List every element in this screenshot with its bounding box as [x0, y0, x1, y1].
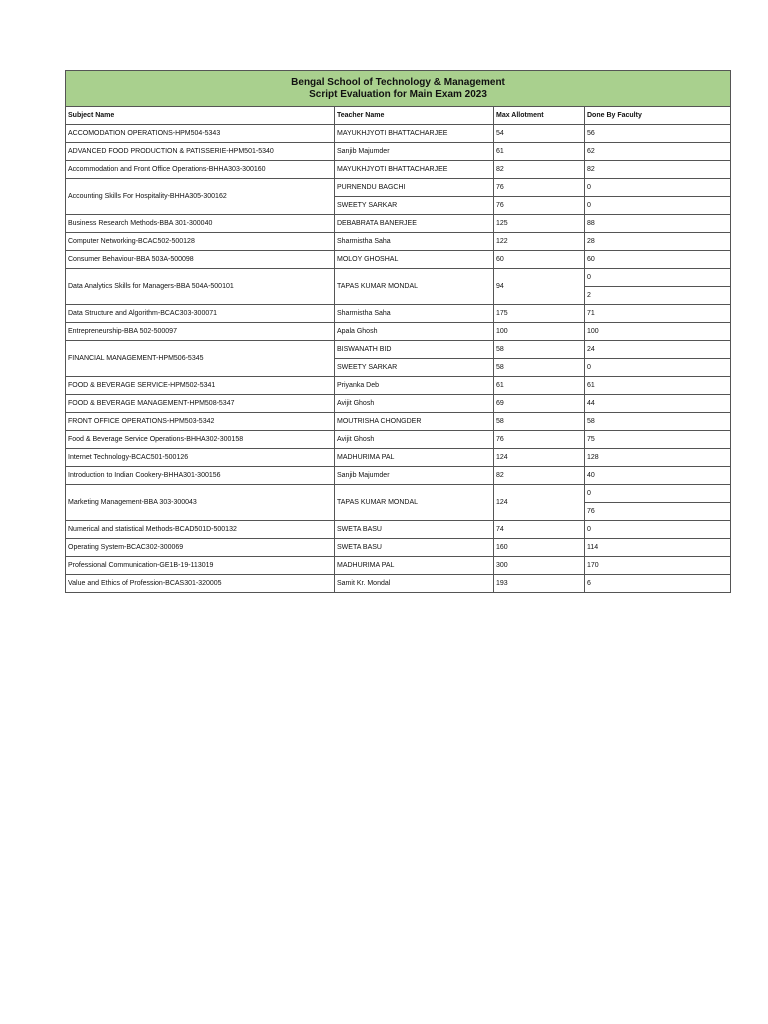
table-row	[66, 467, 731, 485]
done-by-faculty-cell: 2	[585, 287, 731, 305]
sheet-title	[66, 71, 731, 107]
table-row	[66, 269, 731, 287]
table-row	[66, 179, 731, 197]
teacher-cell: MAYUKHJYOTI BHATTACHARJEE	[335, 161, 494, 179]
max-allotment-cell: 76	[494, 431, 585, 449]
subject-cell: Accommodation and Front Office Operations-BHHA303-300160	[66, 161, 335, 179]
done-by-faculty-cell: 62	[585, 143, 731, 161]
subject-cell: Food & Beverage Service Operations-BHHA302-300158	[66, 431, 335, 449]
done-by-faculty-cell: 0	[585, 521, 731, 539]
table-row	[66, 485, 731, 503]
table-body	[66, 125, 731, 593]
header-subject-name: Subject Name	[66, 107, 335, 125]
done-by-faculty-cell: 0	[585, 197, 731, 215]
max-allotment-cell: 69	[494, 395, 585, 413]
subject-cell: Value and Ethics of Profession-BCAS301-320005	[66, 575, 335, 593]
header-teacher-name: Teacher Name	[335, 107, 494, 125]
title-row	[66, 71, 731, 107]
subject-cell: Operating System-BCAC302-300069	[66, 539, 335, 557]
table-row	[66, 575, 731, 593]
done-by-faculty-cell: 82	[585, 161, 731, 179]
table-row	[66, 431, 731, 449]
teacher-cell: Avijit Ghosh	[335, 431, 494, 449]
max-allotment-cell: 74	[494, 521, 585, 539]
subject-cell: ADVANCED FOOD PRODUCTION & PATISSERIE-HPM501-5340	[66, 143, 335, 161]
teacher-cell: Sanjib Majumder	[335, 467, 494, 485]
max-allotment-cell: 160	[494, 539, 585, 557]
teacher-cell: PURNENDU BAGCHI	[335, 179, 494, 197]
subject-cell: Numerical and statistical Methods-BCAD501D-500132	[66, 521, 335, 539]
teacher-cell: SWETA BASU	[335, 539, 494, 557]
teacher-cell: MADHURIMA PAL	[335, 557, 494, 575]
table-row	[66, 413, 731, 431]
max-allotment-cell: 300	[494, 557, 585, 575]
done-by-faculty-cell: 0	[585, 485, 731, 503]
subject-cell: Accounting Skills For Hospitality-BHHA305-300162	[66, 179, 335, 215]
subject-cell: Computer Networking-BCAC502-500128	[66, 233, 335, 251]
done-by-faculty-cell: 170	[585, 557, 731, 575]
subject-cell: FINANCIAL MANAGEMENT-HPM506-5345	[66, 341, 335, 377]
done-by-faculty-cell: 6	[585, 575, 731, 593]
teacher-cell: Sharmistha Saha	[335, 305, 494, 323]
max-allotment-cell: 61	[494, 143, 585, 161]
max-allotment-cell: 76	[494, 179, 585, 197]
subject-cell: Internet Technology-BCAC501-500126	[66, 449, 335, 467]
done-by-faculty-cell: 58	[585, 413, 731, 431]
subject-cell: FOOD & BEVERAGE SERVICE-HPM502-5341	[66, 377, 335, 395]
max-allotment-cell: 82	[494, 161, 585, 179]
done-by-faculty-cell: 128	[585, 449, 731, 467]
teacher-cell: TAPAS KUMAR MONDAL	[335, 269, 494, 305]
title-line-2: Script Evaluation for Main Exam 2023	[309, 88, 487, 100]
teacher-cell: TAPAS KUMAR MONDAL	[335, 485, 494, 521]
table-row	[66, 521, 731, 539]
teacher-cell: SWEETY SARKAR	[335, 359, 494, 377]
subject-cell: Introduction to Indian Cookery-BHHA301-300156	[66, 467, 335, 485]
teacher-cell: Apala Ghosh	[335, 323, 494, 341]
header-row	[66, 107, 731, 125]
table-row	[66, 125, 731, 143]
done-by-faculty-cell: 114	[585, 539, 731, 557]
table-row	[66, 539, 731, 557]
max-allotment-cell: 58	[494, 359, 585, 377]
teacher-cell: SWEETY SARKAR	[335, 197, 494, 215]
subject-cell: Entrepreneurship-BBA 502-500097	[66, 323, 335, 341]
title-line-1: Bengal School of Technology & Management	[291, 76, 505, 88]
table-row	[66, 251, 731, 269]
subject-cell: Data Analytics Skills for Managers-BBA 504A-500101	[66, 269, 335, 305]
done-by-faculty-cell: 75	[585, 431, 731, 449]
max-allotment-cell: 175	[494, 305, 585, 323]
teacher-cell: Sanjib Majumder	[335, 143, 494, 161]
max-allotment-cell: 60	[494, 251, 585, 269]
teacher-cell: SWETA BASU	[335, 521, 494, 539]
max-allotment-cell: 61	[494, 377, 585, 395]
table-row	[66, 557, 731, 575]
max-allotment-cell: 122	[494, 233, 585, 251]
table-row	[66, 341, 731, 359]
max-allotment-cell: 58	[494, 341, 585, 359]
teacher-cell: Priyanka Deb	[335, 377, 494, 395]
table-row	[66, 323, 731, 341]
evaluation-table	[65, 70, 731, 593]
max-allotment-cell: 100	[494, 323, 585, 341]
table-row	[66, 305, 731, 323]
teacher-cell: BISWANATH BID	[335, 341, 494, 359]
teacher-cell: Samit Kr. Mondal	[335, 575, 494, 593]
subject-cell: Marketing Management-BBA 303-300043	[66, 485, 335, 521]
done-by-faculty-cell: 0	[585, 179, 731, 197]
done-by-faculty-cell: 24	[585, 341, 731, 359]
table-row	[66, 143, 731, 161]
subject-cell: Professional Communication-GE1B-19-113019	[66, 557, 335, 575]
done-by-faculty-cell: 0	[585, 359, 731, 377]
teacher-cell: MOLOY GHOSHAL	[335, 251, 494, 269]
done-by-faculty-cell: 60	[585, 251, 731, 269]
max-allotment-cell: 94	[494, 269, 585, 305]
done-by-faculty-cell: 0	[585, 269, 731, 287]
subject-cell: FRONT OFFICE OPERATIONS-HPM503-5342	[66, 413, 335, 431]
max-allotment-cell: 124	[494, 485, 585, 521]
max-allotment-cell: 124	[494, 449, 585, 467]
done-by-faculty-cell: 100	[585, 323, 731, 341]
done-by-faculty-cell: 40	[585, 467, 731, 485]
subject-cell: Consumer Behaviour-BBA 503A-500098	[66, 251, 335, 269]
table-row	[66, 161, 731, 179]
max-allotment-cell: 193	[494, 575, 585, 593]
done-by-faculty-cell: 28	[585, 233, 731, 251]
max-allotment-cell: 125	[494, 215, 585, 233]
teacher-cell: MAYUKHJYOTI BHATTACHARJEE	[335, 125, 494, 143]
done-by-faculty-cell: 71	[585, 305, 731, 323]
max-allotment-cell: 54	[494, 125, 585, 143]
table-row	[66, 395, 731, 413]
teacher-cell: Avijit Ghosh	[335, 395, 494, 413]
done-by-faculty-cell: 88	[585, 215, 731, 233]
subject-cell: FOOD & BEVERAGE MANAGEMENT-HPM508-5347	[66, 395, 335, 413]
subject-cell: Business Research Methods-BBA 301-300040	[66, 215, 335, 233]
table-row	[66, 215, 731, 233]
max-allotment-cell: 76	[494, 197, 585, 215]
done-by-faculty-cell: 56	[585, 125, 731, 143]
teacher-cell: DEBABRATA BANERJEE	[335, 215, 494, 233]
table-row	[66, 449, 731, 467]
header-max-allotment: Max Allotment	[494, 107, 585, 125]
header-done-by-faculty: Done By Faculty	[585, 107, 731, 125]
done-by-faculty-cell: 76	[585, 503, 731, 521]
done-by-faculty-cell: 44	[585, 395, 731, 413]
table-row	[66, 233, 731, 251]
max-allotment-cell: 58	[494, 413, 585, 431]
subject-cell: Data Structure and Algorithm-BCAC303-300071	[66, 305, 335, 323]
table-row	[66, 377, 731, 395]
teacher-cell: MOUTRISHA CHONGDER	[335, 413, 494, 431]
teacher-cell: MADHURIMA PAL	[335, 449, 494, 467]
subject-cell: ACCOMODATION OPERATIONS-HPM504-5343	[66, 125, 335, 143]
done-by-faculty-cell: 61	[585, 377, 731, 395]
teacher-cell: Sharmistha Saha	[335, 233, 494, 251]
max-allotment-cell: 82	[494, 467, 585, 485]
